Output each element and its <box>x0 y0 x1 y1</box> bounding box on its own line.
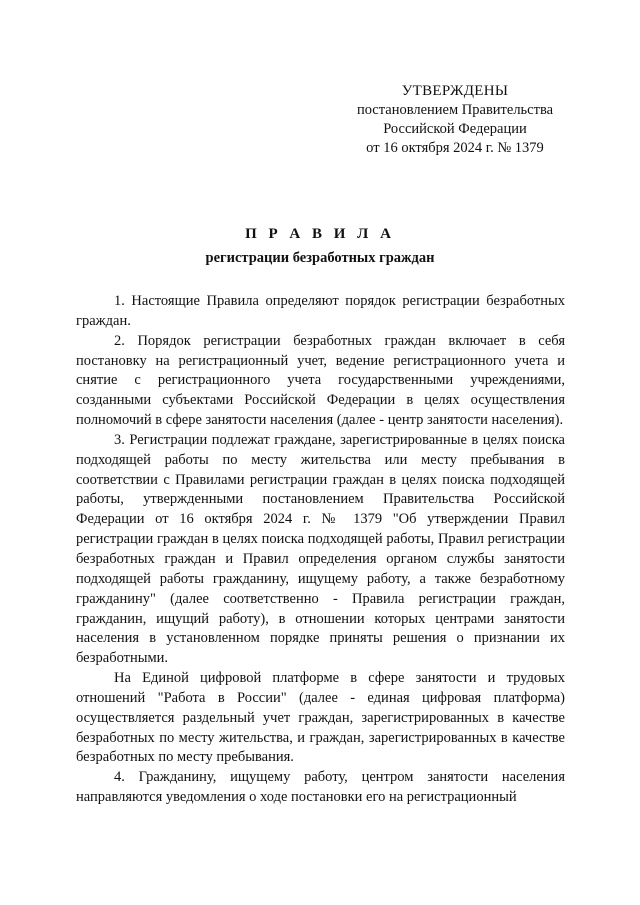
paragraph: 4. Гражданину, ищущему работу, центром занятости населения направляются уведомления о ходе постановки его на регистрационный <box>76 769 565 806</box>
paragraph: На Единой цифровой платформе в сфере занятости и трудовых отношений "Работа в России" (далее - единая цифровая платформа) осуществляется раздельный учет граждан, зарегистрированных в качестве безработных по месту жительства, и граждан, зарегистрированных в качестве безработных по месту пребывания. <box>76 670 565 766</box>
document-subtitle: регистрации безработных граждан <box>205 250 435 266</box>
approval-line: от 16 октября 2024 г. № 1379 <box>366 140 544 156</box>
approval-heading: УТВЕРЖДЕНЫ <box>401 83 509 99</box>
approval-line: Российской Федерации <box>383 121 527 137</box>
paragraph: 1. Настоящие Правила определяют порядок регистрации безработных граждан. <box>76 293 565 329</box>
paragraph: 3. Регистрации подлежат граждане, зарегистрированные в целях поиска подходящей работы по месту жительства или месту пребывания в соответствии с Правилами регистрации граждан в целях поиска подходящей работы, утвержденными постановлением Правительства Российской Федерации от 16 октября 2024 г. № 1379 "Об утверждении Правил регистрации граждан в целях поиска подходящей работы, Правил регистрации безработных граждан и Правил определения органом службы занятости подходящей работы гражданину, ищущему работу, а также безработному гражданину" (далее соответственно - Правила регистрации граждан, гражданин, ищущий работу), в отношении которых центрами занятости населения в установленном порядке приняты решения о признании их безработными. <box>76 431 565 667</box>
paragraph: 2. Порядок регистрации безработных граждан включает в себя постановку на регистрационный учет, ведение регистрационного учета и снятие с регистрационного учета государственными учреждениями, созданными субъектами Российской Федерации в целях осуществления полномочий в сфере занятости населения (далее - центр занятости населения). <box>76 332 565 429</box>
approval-line: постановлением Правительства <box>356 102 554 118</box>
document-body <box>76 292 565 808</box>
approval-block <box>340 82 570 158</box>
document-title: П Р А В И Л А <box>245 226 395 242</box>
